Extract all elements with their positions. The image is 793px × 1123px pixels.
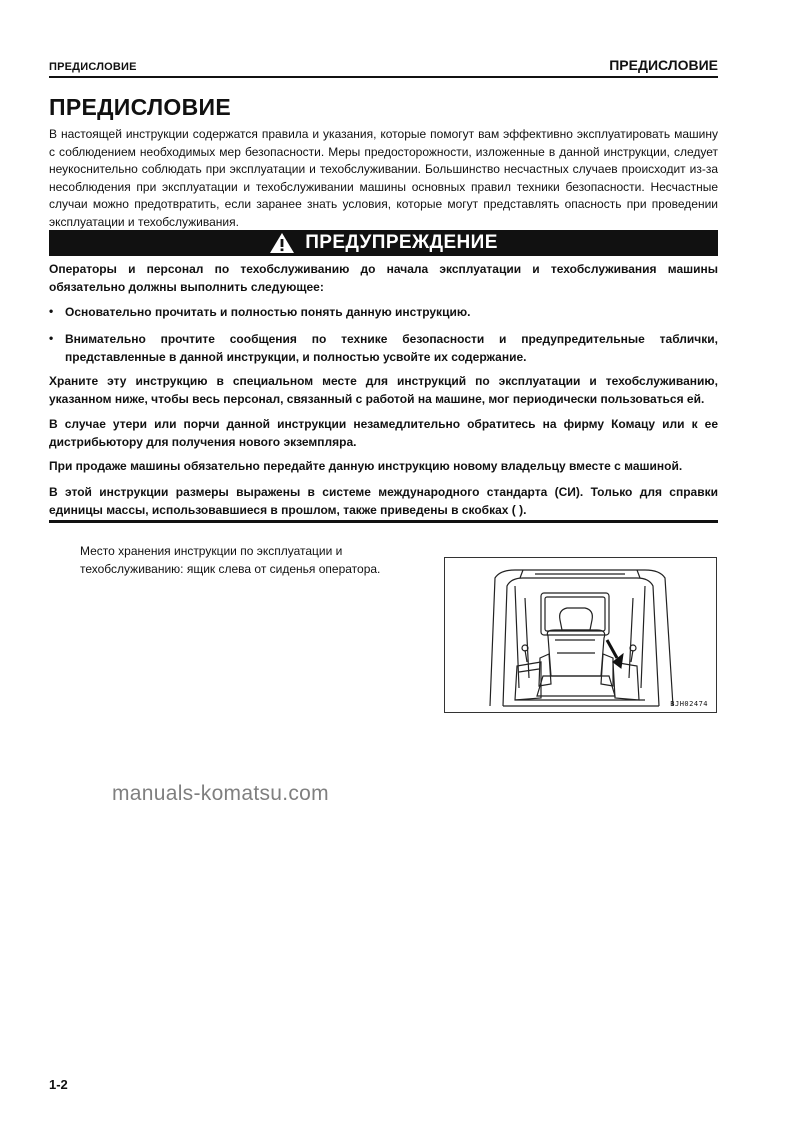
figure-code: BJH02474	[670, 700, 708, 708]
warning-label: ПРЕДУПРЕЖДЕНИЕ	[305, 232, 498, 253]
warning-paragraph-1: Храните эту инструкцию в специальном месте для инструкций по эксплуатации и техобслуживанию, указанном ниже, чтобы весь персонал, связанный с работой на машине, мог периодически пользоваться ей.	[49, 374, 718, 406]
warning-end-rule	[49, 520, 718, 523]
bullet-marker: •	[49, 331, 54, 345]
bullet-marker: •	[49, 304, 54, 318]
warning-paragraph-3: При продаже машины обязательно передайте данную инструкцию новому владельцу вместе с машиной.	[49, 459, 683, 473]
operator-cab-illustration	[445, 558, 718, 714]
bullet-item-1: Основательно прочитать и полностью понять данную инструкцию.	[65, 305, 471, 319]
warning-banner	[49, 230, 718, 256]
bullet-item-2: Внимательно прочтите сообщения по технике безопасности и предупредительные таблички, представленные в данной инструкции, и полностью усвойте их содержание.	[65, 332, 718, 364]
page-number: 1-2	[49, 1077, 68, 1092]
intro-paragraph: В настоящей инструкции содержатся правила и указания, которые помогут вам эффективно эксплуатировать машину с соблюдением необходимых мер безопасности. Меры предосторожности, изложенные в данной инструкции, следует неукоснительно соблюдать при эксплуатации и техобслуживании. Большинство несчастных случаев происходит из-за несоблюдения при эксплуатации и техобслуживании машины основных правил техники безопасности. Несчастные случаи можно предотвратить, если заранее знать условия, которые могут представлять опасность при проведении эксплуатации и техобслуживания.	[49, 127, 718, 229]
warning-paragraph-2: В случае утери или порчи данной инструкции незамедлительно обратитесь на фирму Комацу или к ее дистрибьютору для получения нового экземпляра.	[49, 417, 718, 449]
watermark-text: manuals-komatsu.com	[112, 782, 329, 805]
header-divider	[49, 76, 718, 78]
warning-lead: Операторы и персонал по техобслуживанию до начала эксплуатации и техобслуживания машины обязательно должны выполнить следующее:	[49, 262, 718, 294]
cab-interior-figure	[444, 557, 717, 713]
running-header-right: ПРЕДИСЛОВИЕ	[609, 57, 718, 73]
warning-paragraph-4: В этой инструкции размеры выражены в системе международного стандарта (СИ). Только для справки единицы массы, использовавшиеся в прошлом, также приведены в скобках ( ).	[49, 485, 718, 517]
figure-caption: Место хранения инструкции по эксплуатации и техобслуживанию: ящик слева от сиденья оператора.	[80, 544, 381, 576]
warning-triangle-icon	[269, 232, 295, 254]
running-header-left: ПРЕДИСЛОВИЕ	[49, 61, 137, 73]
page-title: ПРЕДИСЛОВИЕ	[49, 94, 231, 120]
